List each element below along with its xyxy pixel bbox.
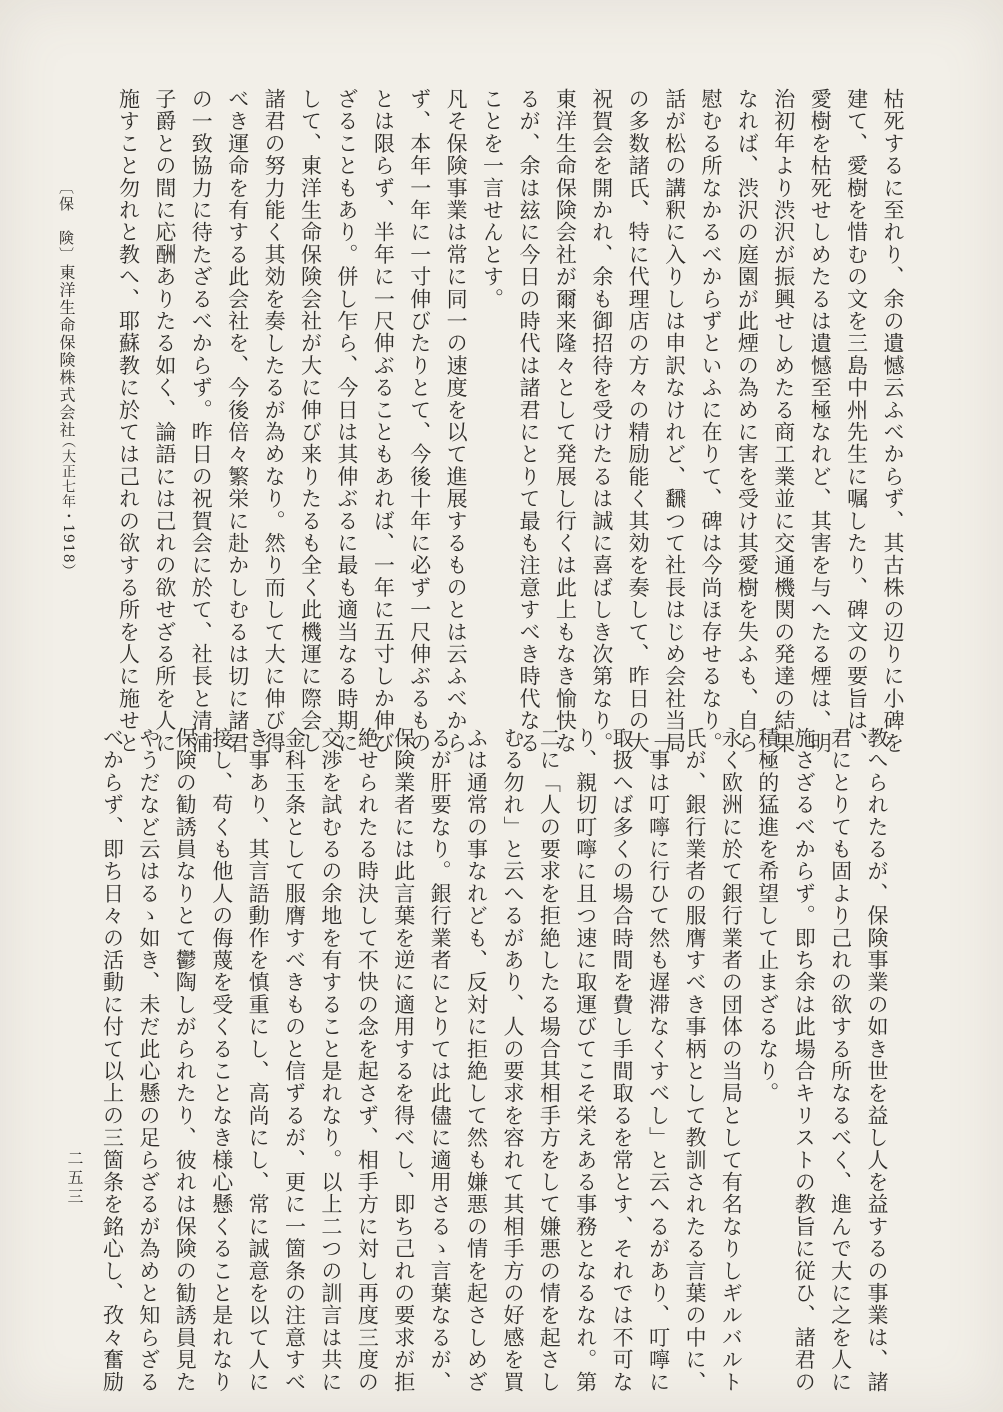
text-column: 取扱へば多くの場合時間を費し手間取るを常とす、それでは不可な xyxy=(610,727,635,1393)
text-column: 保険業者には此言葉を逆に適用するを得べし、即ち己れの要求が拒 xyxy=(391,727,416,1393)
text-column: して、東洋生命保険会社が大に伸び来りたるも全く此機運に際会し xyxy=(298,88,323,755)
text-column: 教へられたるが、保険事業の如き世を益し人を益するの事業は、諸 xyxy=(865,727,889,1394)
text-column: るが肝要なり。銀行業者にとりては此儘に適用さるゝ言葉なるが、 xyxy=(428,727,453,1393)
text-column: 接し、苟くも他人の侮蔑を受くることなき様心懸くること是れなり xyxy=(209,727,234,1393)
text-column: るが、余は玆に今日の時代は諸君にとりて最も注意すべき時代なる xyxy=(516,88,541,754)
text-column: とは限らず、半年に一尺伸ぶることもあれば、一年に五寸しか伸び xyxy=(371,88,396,754)
text-column: 東洋生命保険会社が爾来隆々として発展し行くは此上もなき愉快な xyxy=(553,88,578,754)
text-column: 「事は叮嚀に行ひて然も遅滞なくすべし」と云へるがあり、叮嚀に xyxy=(646,727,671,1393)
text-column: べからず、即ち日々の活動に付て以上の三箇条を銘心し、孜々奮励 xyxy=(100,727,125,1393)
text-column: 交渉を試むるの余地を有すること是れなり。以上二つの訓言は共に xyxy=(318,727,343,1393)
text-column: 建て、愛樹を惜むの文を三島中州先生に嘱したり、碑文の要旨は、 xyxy=(844,88,869,754)
text-column: 愛樹を枯死せしめたるは遺憾至極なれど、其害を与へたる煙は、明 xyxy=(808,88,833,754)
text-column: り、親切叮嚀に且つ速に取運びてこそ栄えある事務となるなれ。第 xyxy=(573,727,598,1393)
text-column: ふは通常の事なれども、反対に拒絶して然も嫌悪の情を起さしめざ xyxy=(464,727,489,1393)
text-column: 話が松の講釈に入りしは申訳なけれど、飜つて社長はじめ会社当局 xyxy=(662,88,687,754)
text-column: むる勿れ」と云へるがあり、人の要求を容れて其相手方の好感を買 xyxy=(500,727,525,1393)
text-column: 慰むる所なかるべからずといふに在りて、碑は今尚ほ存せるなり。 xyxy=(698,88,723,754)
text-column: 永く欧洲に於て銀行業者の団体の当局として有名なりしギルバルト xyxy=(719,727,744,1393)
text-column: なれば、渋沢の庭園が此煙の為めに害を受け其愛樹を失ふも、自ら xyxy=(735,88,760,754)
text-column: 二に「人の要求を拒絶したる場合其相手方をして嫌悪の情を起さし xyxy=(537,727,562,1393)
top-text-block xyxy=(110,88,911,755)
text-column: ず、本年一年に一寸伸びたりとて、今後十年に必ず一尺伸ぶるもの xyxy=(407,88,432,754)
text-column: 金科玉条として服膺すべきものと信ずるが、更に一箇条の注意すべ xyxy=(282,727,307,1393)
text-column: 絶せられたる時決して不快の念を起さず、相手方に対し再度三度の xyxy=(355,727,380,1393)
text-column: ざることもあり。併し乍ら、今日は其伸ぶるに最も適当なる時期に xyxy=(334,88,359,755)
page-number: 二五三 xyxy=(65,1150,84,1207)
text-column: ことを一言せんとす。 xyxy=(480,88,505,310)
text-column: 枯死するに至れり、余の遺憾云ふべからず、其古株の辺りに小碑を xyxy=(881,88,905,754)
bottom-text-block xyxy=(94,727,895,1394)
citation-category-label: 〔保 険〕 xyxy=(57,179,75,264)
text-column: 子爵との間に応酬ありたる如く、論語には己れの欲せざる所を人に xyxy=(152,88,177,754)
text-column: 氏が、銀行業者の服膺すべき事柄として教訓されたる言葉の中に、 xyxy=(682,727,707,1393)
text-column: やうだなど云はるゝ如き、未だ此心懸の足らざるが為めと知らざる xyxy=(136,727,161,1393)
text-column: き事あり、其言語動作を慎重にし、高尚にし、常に誠意を以て人に xyxy=(246,727,271,1394)
text-column: 治初年より渋沢が振興せしめたる商工業並に交通機関の発達の結果 xyxy=(771,88,796,754)
text-column: 保険の勧誘員なりとて鬱陶しがられたり、彼れは保険の勧誘員見た xyxy=(173,727,198,1393)
text-column: 積極的猛進を希望して止まざるなり。 xyxy=(755,727,780,1105)
text-column: 祝賀会を開かれ、余も御招待を受けたるは誠に喜ばしき次第なり。 xyxy=(589,88,614,754)
text-column: べき運命を有する此会社を、今後倍々繁栄に赴かしむるは切に諸君 xyxy=(225,88,250,754)
citation-date: （大正七年・1918） xyxy=(60,434,76,579)
text-column: 施さざるべからず。即ち余は此場合キリストの教旨に従ひ、諸君の xyxy=(792,727,817,1393)
text-column: の一致協力に待たざるべからず。昨日の祝賀会に於て、社長と清浦 xyxy=(189,88,214,754)
text-column: 諸君の努力能く其効を奏したるが為めなり。然り而して大に伸び得 xyxy=(262,88,287,755)
text-column: の多数諸氏、特に代理店の方々の精励能く其効を奏して、昨日の大 xyxy=(626,88,651,754)
text-column: 君にとりても固より己れの欲する所なるべく、進んで大に之を人に xyxy=(828,727,853,1393)
citation-company-name: 東洋生命保険株式会社 xyxy=(57,264,76,439)
text-column: 凡そ保険事業は常に同一の速度を以て進展するものとは云ふべから xyxy=(444,88,469,754)
text-column: 施すこと勿れと教へ、耶蘇教に於ては己れの欲する所を人に施せと xyxy=(116,88,141,754)
